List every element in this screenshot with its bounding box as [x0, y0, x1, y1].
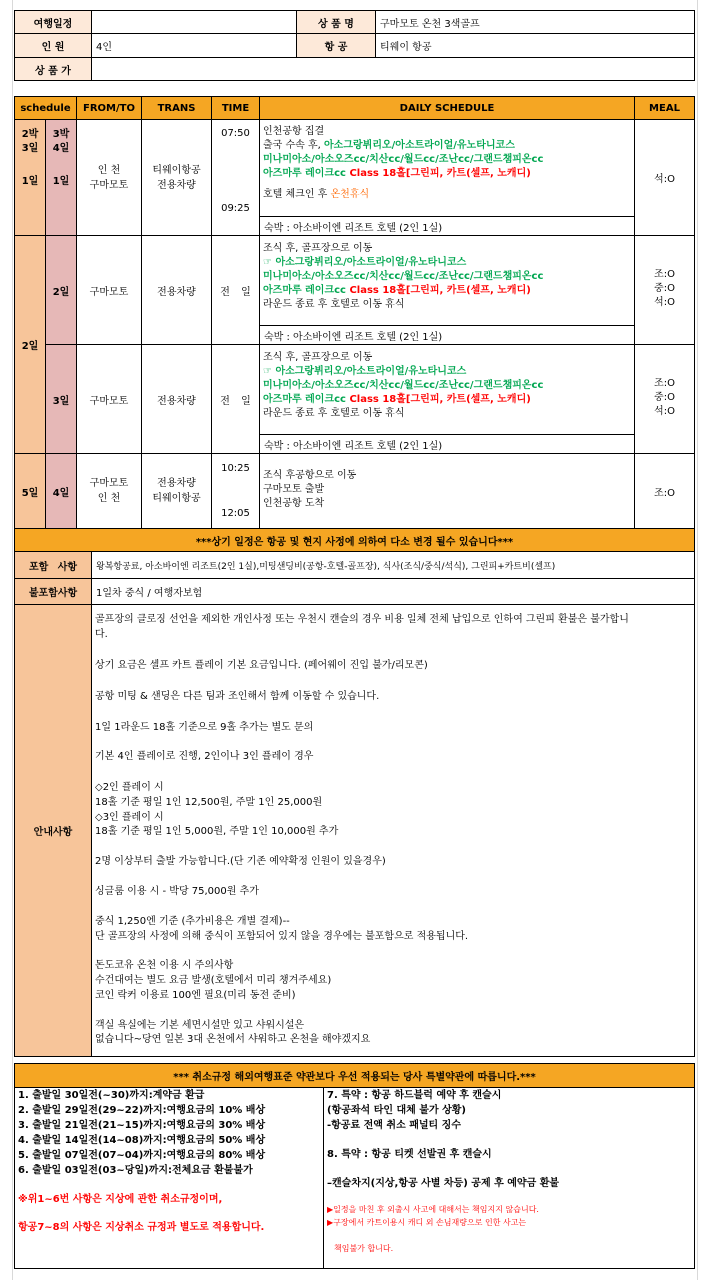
- people-value: 4인: [91, 33, 297, 58]
- price-label: 상 품 가: [14, 57, 92, 81]
- r4-line3: 인천공항 도착: [263, 498, 325, 509]
- r1-meal: 석:O: [634, 119, 695, 236]
- r1-trans: 티웨이항공 전용차량: [141, 119, 212, 236]
- r1-schedule: [259, 119, 635, 217]
- cancel-left: [14, 1087, 324, 1269]
- cancel-l2: 2. 출발일 29일전(29~22)까지:여행요금의 10% 배상: [18, 1105, 266, 1116]
- col-time: TIME: [211, 96, 260, 120]
- r2-line4-class: Class 18홀[그린피, 카트(셀프, 노캐디): [349, 285, 531, 296]
- r2-line5: 라운드 종료 후 호텔로 이동 휴식: [263, 299, 405, 310]
- grid-line: [12, 0, 13, 1280]
- col-trans: TRANS: [141, 96, 212, 120]
- include-value: 왕복항공료, 아소바이엔 리조트(2인 1실),미팅샌딩비(공항-호텔-골프장), 식사(조식/중식/석식), 그린피+카트비(셀프): [91, 551, 695, 579]
- guide-p10c: 코인 락커 이용료 100엔 필요(미리 동전 준비): [95, 990, 296, 1001]
- include-label: 포함 사항: [14, 551, 92, 579]
- guide-p9a: 중식 1,250엔 기준 (추가비용은 개별 결제)--: [95, 916, 290, 927]
- guide-p1b: 다.: [95, 629, 108, 640]
- r2-hotel: 숙박 : 아소바이엔 리조트 호텔 (2인 1실): [259, 325, 635, 345]
- price-value[interactable]: [91, 57, 695, 81]
- guide-p8: 싱글룸 이용 시 - 박당 75,000원 추가: [95, 886, 259, 897]
- exclude-label: 불포함사항: [14, 578, 92, 605]
- r1-line5-spa: 온천휴식: [330, 189, 370, 200]
- cancel-l6: 6. 출발일 03일전(03~당일)까지:전체요금 환불불가: [18, 1165, 253, 1176]
- r3-meal: [634, 344, 695, 454]
- day-2-a: 2일: [14, 235, 46, 454]
- r3-line5: 라운드 종료 후 호텔로 이동 휴식: [263, 408, 405, 419]
- col-meal: MEAL: [634, 96, 695, 120]
- cancel-note2: 항공7~8의 사항은 지상취소 규정과 별도로 적용합니다.: [18, 1222, 265, 1233]
- r1-from: 인 천 구마모토: [76, 119, 142, 236]
- r3-from: 구마모토: [76, 344, 142, 454]
- r1-line5-pre: 호텔 체크인 후: [263, 189, 331, 200]
- r4-schedule: [259, 453, 635, 529]
- r4-from: 구마모토 인 천: [76, 453, 142, 529]
- r1-line4-class: Class 18홀[그린피, 카트(셀프, 노캐디): [349, 168, 531, 179]
- r3-line3: 미나미아소/아소오즈cc/치산cc/월드cc/조난cc/그랜드챔피온cc: [263, 380, 544, 391]
- r3-line2: ☞ 아소그랑뷔리오/아소트라이얼/유노타니코스: [263, 366, 467, 377]
- cancel-r5: –캔슬차지(지상,항공 사별 차등) 공제 후 예약금 환불: [327, 1178, 560, 1189]
- r3-trans: 전용차량: [141, 344, 212, 454]
- col-schedule: schedule: [14, 96, 77, 120]
- r3-schedule: [259, 344, 635, 435]
- r3-meal-lunch: 중:O: [654, 392, 675, 403]
- guide-p10a: 돈도코유 온천 이용 시 주의사항: [95, 960, 234, 971]
- cancel-r7: ▶구장에서 카트이용시 캐디 외 손님재량으로 인한 사고는: [327, 1218, 527, 1227]
- day-5-a: 5일: [14, 453, 46, 529]
- guide-p3: 공항 미팅 & 샌딩은 다른 팀과 조인해서 함께 이동할 수 있습니다.: [95, 691, 380, 702]
- cancel-l5: 5. 출발일 07일전(07~04)까지:여행요금의 80% 배상: [18, 1150, 266, 1161]
- r4-line1: 조식 후공항으로 이동: [263, 470, 357, 481]
- col-from-to: FROM/TO: [76, 96, 142, 120]
- r1-line3: 미나미아소/아소오즈cc/치산cc/월드cc/조난cc/그랜드챔피온cc: [263, 154, 544, 165]
- cancel-r3: -항공료 전액 취소 패널티 징수: [327, 1120, 461, 1131]
- r2-line2: ☞ 아소그랑뷔리오/아소트라이얼/유노타니코스: [263, 257, 467, 268]
- cancel-r1: 7. 특약 : 항공 하드블럭 예약 후 캔슬시: [327, 1090, 502, 1101]
- cancel-r4: 8. 특약 : 항공 티켓 선발권 후 캔슬시: [327, 1149, 492, 1160]
- guide-p2: 상기 요금은 셀프 카트 플레이 기본 요금입니다. (페어웨이 진입 불가/리모콘): [95, 660, 428, 671]
- airline-value: 티웨이 항공: [375, 33, 695, 58]
- guide-p6d: 18홀 기준 평일 1인 5,000원, 주말 1인 10,000원 추가: [95, 826, 339, 837]
- guide-body: [91, 604, 695, 1057]
- cancel-l3: 3. 출발일 21일전(21~15)까지:여행요금의 30% 배상: [18, 1120, 266, 1131]
- r2-line3: 미나미아소/아소오즈cc/치산cc/월드cc/조난cc/그랜드챔피온cc: [263, 271, 544, 282]
- day-1-b: 1일: [52, 176, 70, 187]
- day-1-a: 1일: [21, 176, 39, 187]
- r2-schedule: [259, 235, 635, 326]
- cancel-right: [323, 1087, 695, 1269]
- guide-label: 안내사항: [14, 604, 92, 1057]
- r4-time1: 10:25: [221, 463, 250, 474]
- grid-line: [697, 0, 698, 1280]
- col-daily-schedule: DAILY SCHEDULE: [259, 96, 635, 120]
- r2-time: 전 일: [211, 235, 260, 345]
- r1-time: [211, 119, 260, 236]
- r3-meal-breakfast: 조:O: [654, 378, 675, 389]
- r2-from: 구마모토: [76, 235, 142, 345]
- product-value: 구마모토 온천 3색골프: [375, 10, 695, 34]
- guide-p5: 기본 4인 플레이로 진행, 2인이나 3인 플레이 경우: [95, 751, 314, 762]
- cancel-note1: ※위1~6번 사항은 지상에 관한 취소규정이며,: [18, 1194, 223, 1205]
- r2-meal-dinner: 석:O: [654, 297, 675, 308]
- r4-line2: 구마모토 출발: [263, 484, 325, 495]
- day-4-b: 4일: [45, 453, 77, 529]
- r2-line1: 조식 후, 골프장으로 이동: [263, 243, 373, 254]
- r2-meal-lunch: 중:O: [654, 283, 675, 294]
- r1-line4-course: 아즈마루 레이크cc: [263, 168, 350, 179]
- plan-b-label: 3박 4일: [52, 129, 70, 154]
- guide-p6b: 18홀 기준 평일 1인 12,500원, 주말 1인 25,000원: [95, 797, 323, 808]
- r1-line2-course: 아소그랑뷔리오/아소트라이얼/유노타니코스: [324, 140, 515, 151]
- r3-line1: 조식 후, 골프장으로 이동: [263, 352, 373, 363]
- cancel-l1: 1. 출발일 30일전(~30)까지:계약금 환급: [18, 1090, 205, 1101]
- r4-time: [211, 453, 260, 529]
- guide-p7: 2명 이상부터 출발 가능합니다.(단 기존 예약확정 인원이 있을경우): [95, 856, 386, 867]
- notice-banner: ***상기 일정은 항공 및 현지 사정에 의하여 다소 변경 될수 있습니다***: [14, 528, 695, 552]
- guide-p6a: ◇2인 플레이 시: [95, 782, 164, 793]
- r3-hotel: 숙박 : 아소바이엔 리조트 호텔 (2인 1실): [259, 434, 635, 454]
- guide-p6c: ◇3인 플레이 시: [95, 812, 164, 823]
- guide-p11a: 객실 욕실에는 기본 세면시설만 있고 샤워시설은: [95, 1020, 305, 1031]
- day-cell-a1: [14, 119, 46, 236]
- airline-label: 항 공: [296, 33, 376, 58]
- day-cell-b1: [45, 119, 77, 236]
- r3-line4-course: 아즈마루 레이크cc: [263, 394, 350, 405]
- guide-p9b: 단 골프장의 사정에 의해 중식이 포함되어 있지 않을 경우에는 불포함으로 적용됩니다.: [95, 931, 469, 942]
- day-3-b: 3일: [45, 344, 77, 454]
- guide-p10b: 수건대여는 별도 요금 발생(호텔에서 미리 챙겨주세요): [95, 975, 332, 986]
- cancel-r6: ▶일정을 마친 후 외출시 사고에 대해서는 책임지지 않습니다.: [327, 1205, 539, 1214]
- cancel-r2: (항공좌석 타인 대체 불가 상황): [327, 1105, 466, 1116]
- r3-line4-class: Class 18홀[그린피, 카트(셀프, 노캐디): [349, 394, 531, 405]
- r2-meal-breakfast: 조:O: [654, 269, 675, 280]
- r3-time: 전 일: [211, 344, 260, 454]
- cancel-banner: *** 취소규정 해외여행표준 약관보다 우선 적용되는 당사 특별약관에 따릅니다.***: [14, 1063, 695, 1088]
- plan-a-label: 2박 3일: [21, 129, 39, 154]
- r1-hotel: 숙박 : 아소바이엔 리조트 호텔 (2인 1실): [259, 216, 635, 236]
- product-label: 상 품 명: [296, 10, 376, 34]
- day-2-b: 2일: [45, 235, 77, 345]
- r4-trans: 전용차량 티웨이항공: [141, 453, 212, 529]
- people-label: 인 원: [14, 33, 92, 58]
- r2-line4-course: 아즈마루 레이크cc: [263, 285, 350, 296]
- r1-time2: 09:25: [221, 203, 250, 214]
- r2-meal: [634, 235, 695, 345]
- cancel-r8: 책임불가 합니다.: [334, 1244, 394, 1253]
- r4-meal: 조:O: [634, 453, 695, 529]
- r4-time2: 12:05: [221, 508, 250, 519]
- r1-line1: 인천공항 집결: [263, 126, 325, 137]
- r2-trans: 전용차량: [141, 235, 212, 345]
- r3-meal-dinner: 석:O: [654, 406, 675, 417]
- guide-p4: 1일 1라운드 18홀 기준으로 9홀 추가는 별도 문의: [95, 722, 314, 733]
- guide-p1a: 골프장의 클로징 선언을 제외한 개인사정 또는 우천시 캔슬의 경우 비용 일체 전체 납입으로 인하여 그린피 환불은 불가합니: [95, 614, 629, 625]
- guide-p11b: 없습니다~당연 일본 3대 온천에서 샤워하고 온천을 해야겠지요: [95, 1034, 371, 1045]
- exclude-value: 1일차 중식 / 여행자보험: [91, 578, 695, 605]
- r1-line2-pre: 출국 수속 후,: [263, 140, 325, 151]
- trip-value[interactable]: [91, 10, 297, 34]
- r1-time1: 07:50: [221, 128, 250, 139]
- trip-label: 여행일정: [14, 10, 92, 34]
- cancel-l4: 4. 출발일 14일전(14~08)까지:여행요금의 50% 배상: [18, 1135, 266, 1146]
